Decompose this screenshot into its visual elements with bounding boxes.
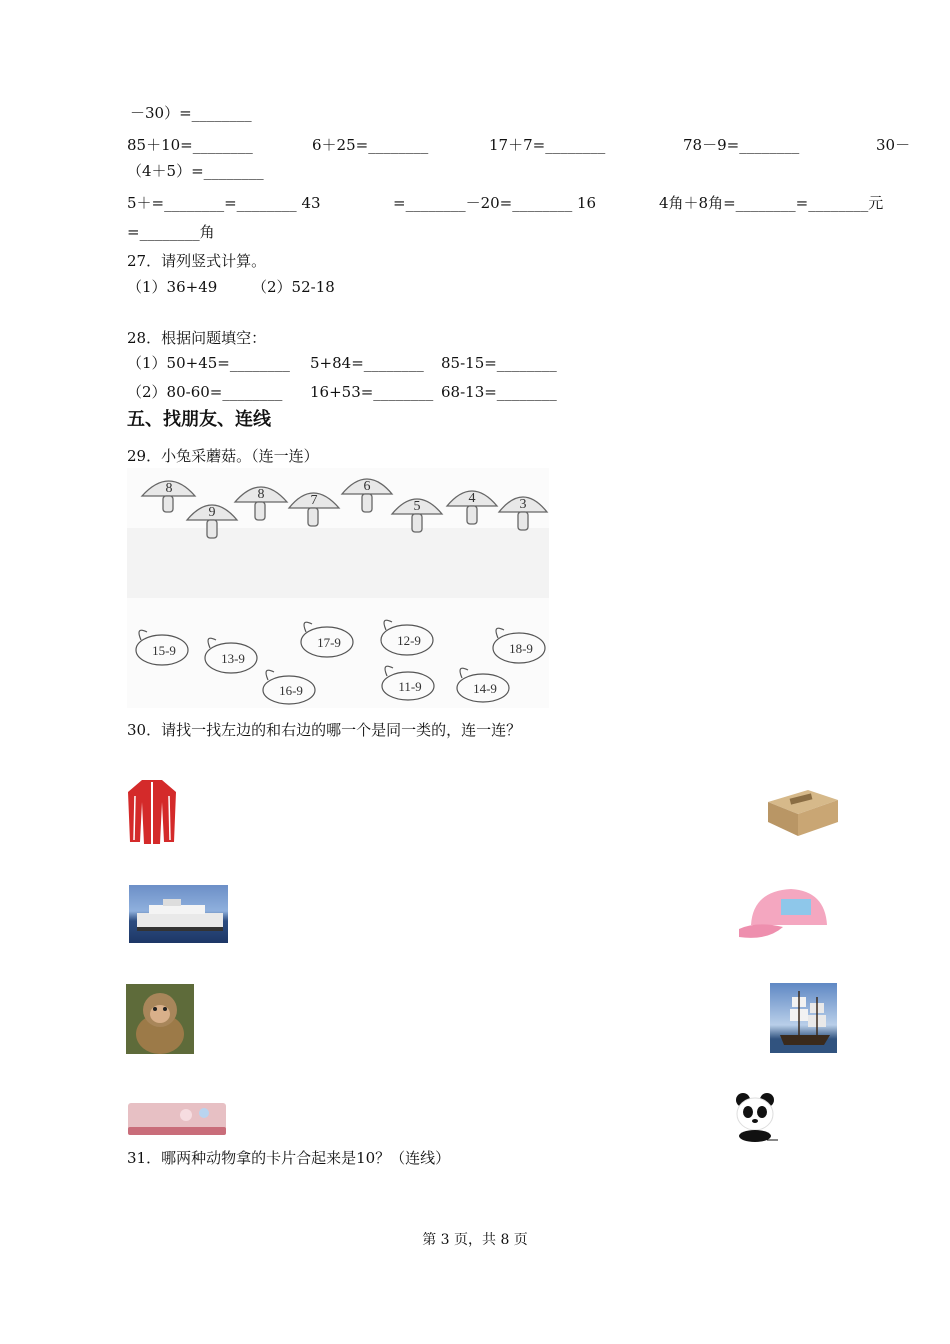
question-title: 28．根据问题填空： bbox=[127, 329, 267, 347]
rabbit-expression: 11-9 bbox=[398, 679, 422, 694]
line-expression: =________－20=________ 16 bbox=[393, 194, 597, 212]
line-expression: 85＋10=________ bbox=[127, 136, 253, 154]
rabbit-expression: 16-9 bbox=[279, 683, 303, 698]
line-expression: 5＋=________=________ 43 bbox=[127, 194, 321, 212]
question-item: 68-13=________ bbox=[441, 383, 557, 401]
line-expression: 78－9=________ bbox=[683, 136, 800, 154]
question-title: 30．请找一找左边的和右边的哪一个是同一类的，连一连？ bbox=[127, 721, 522, 739]
panda-icon bbox=[731, 1090, 779, 1142]
rabbit-expression: 18-9 bbox=[509, 641, 533, 656]
sailing-ship-icon bbox=[770, 983, 837, 1053]
cardboard-box-icon bbox=[764, 780, 842, 838]
monkey-icon bbox=[126, 984, 194, 1054]
question-item: （2）52-18 bbox=[252, 278, 335, 296]
page-footer: 第 3 页，共 8 页 bbox=[422, 1232, 528, 1248]
jacket-picture bbox=[126, 778, 178, 846]
question-item: （2）80-60=________ bbox=[127, 383, 283, 401]
mushroom-rabbit-illustration bbox=[127, 468, 549, 708]
ferry-icon bbox=[129, 885, 228, 943]
question-item: （1）50+45=________ bbox=[127, 354, 290, 372]
jacket-icon bbox=[126, 778, 178, 846]
box-picture bbox=[764, 780, 842, 838]
cap-icon bbox=[737, 885, 830, 943]
line-expression: 30－ bbox=[876, 136, 911, 154]
line-expression: －30）=________ bbox=[130, 104, 252, 122]
rabbit-expression: 15-9 bbox=[152, 643, 176, 658]
question-item: 85-15=________ bbox=[441, 354, 557, 372]
rabbit-expression: 17-9 bbox=[317, 635, 341, 650]
ferry-picture bbox=[129, 885, 228, 943]
cap-picture bbox=[737, 885, 830, 943]
sailing-ship-picture bbox=[770, 983, 837, 1053]
section-heading: 五、找朋友、连线 bbox=[127, 409, 271, 430]
pencil-box-icon bbox=[126, 1097, 228, 1141]
mushroom-number: 8 bbox=[257, 487, 265, 502]
panda-picture bbox=[731, 1090, 779, 1142]
mushroom-number: 3 bbox=[519, 497, 527, 512]
question-title: 31．哪两种动物拿的卡片合起来是10？（连线） bbox=[127, 1149, 451, 1167]
rabbit-expression: 14-9 bbox=[473, 681, 497, 696]
mushroom-rabbit-picture bbox=[127, 468, 549, 708]
mushroom-number: 5 bbox=[413, 499, 421, 514]
mushroom-number: 9 bbox=[208, 505, 216, 520]
question-item: 16+53=________ bbox=[310, 383, 434, 401]
line-expression: 4角＋8角=________=________元 bbox=[659, 194, 884, 212]
mushroom-number: 6 bbox=[363, 479, 371, 494]
line-expression: （4＋5）=________ bbox=[127, 162, 264, 180]
question-item: 5+84=________ bbox=[310, 354, 424, 372]
mushroom-number: 7 bbox=[310, 493, 318, 508]
rabbit-expression: 13-9 bbox=[221, 651, 245, 666]
line-expression: =________角 bbox=[127, 223, 215, 241]
mushroom-number: 8 bbox=[165, 481, 173, 496]
question-title: 29．小兔采蘑菇。（连一连） bbox=[127, 447, 319, 465]
question-item: （1）36+49 bbox=[127, 278, 218, 296]
monkey-picture bbox=[126, 984, 194, 1054]
line-expression: 6＋25=________ bbox=[312, 136, 429, 154]
line-expression: 17＋7=________ bbox=[489, 136, 606, 154]
rabbit-expression: 12-9 bbox=[397, 633, 421, 648]
pencil-box-picture bbox=[126, 1097, 228, 1141]
mushroom-number: 4 bbox=[468, 491, 476, 506]
question-title: 27．请列竖式计算。 bbox=[127, 252, 267, 270]
